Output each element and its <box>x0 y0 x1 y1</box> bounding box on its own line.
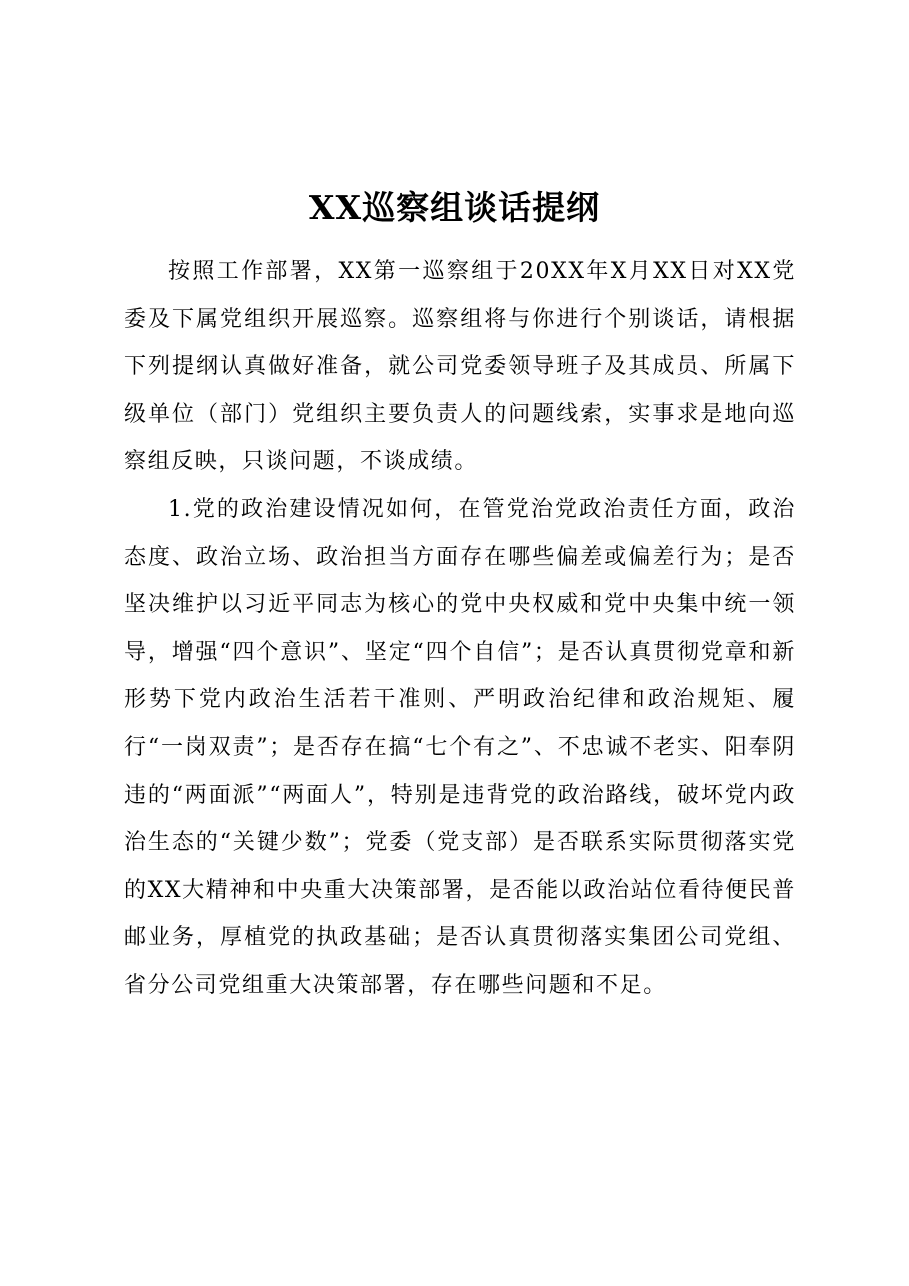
intro-paragraph: 按照工作部署，XX第一巡察组于20XX年X月XX日对XX党委及下属党组织开展巡察。巡察组将与你进行个别谈话，请根据下列提纲认真做好准备，就公司党委领导班子及其成员、所属下级单位（部门）党组织主要负责人的问题线索，实事求是地向巡察组反映，只谈问题，不谈成绩。 <box>124 259 796 475</box>
document-body <box>124 248 796 1010</box>
document-title: XX巡察组谈话提纲 <box>308 188 601 228</box>
item-1-paragraph: 1.党的政治建设情况如何，在管党治党政治责任方面，政治态度、政治立场、政治担当方面存在哪些偏差或偏差行为；是否坚决维护以习近平同志为核心的党中央权威和党中央集中统一领导，增强“四个意识”、坚定“四个自信”；是否认真贯彻党章和新形势下党内政治生活若干准则、严明政治纪律和政治规矩、履行“一岗双责”；是否存在搞“七个有之”、不忠诚不老实、阳奉阴违的“两面派”“两面人”，特别是违背党的政治路线，破坏党内政治生态的“关键少数”；党委（党支部）是否联系实际贯彻落实党的XX大精神和中央重大决策部署，是否能以政治站位看待便民普邮业务，厚植党的执政基础；是否认真贯彻落实集团公司党组、省分公司党组重大决策部署，存在哪些问题和不足。 <box>124 496 796 998</box>
